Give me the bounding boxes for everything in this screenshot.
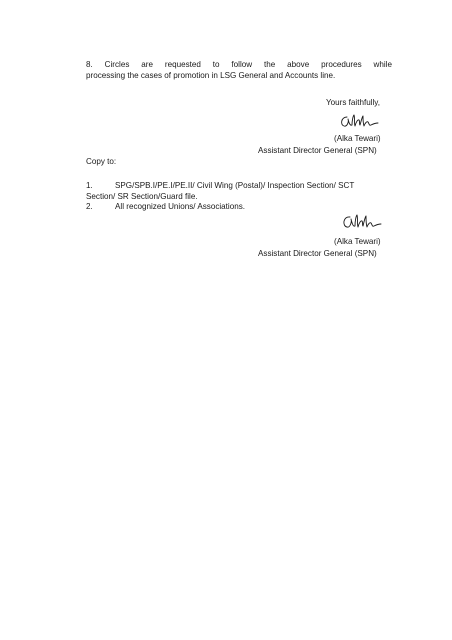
paragraph-word: are — [141, 60, 153, 69]
signature-1-name: (Alka Tewari) — [334, 134, 381, 143]
copy-to-item-2-number: 2. — [86, 202, 93, 211]
paragraph-8-line-2: processing the cases of promotion in LSG General and Accounts line. — [86, 71, 336, 80]
paragraph-word: above — [287, 60, 310, 69]
paragraph-8-line-1 — [86, 60, 392, 70]
copy-to-item-1-line-1: SPG/SPB.I/PE.I/PE.II/ Civil Wing (Postal)/ Inspection Section/ SCT — [115, 181, 355, 190]
signature-2 — [340, 212, 384, 234]
copy-to-item-1-number: 1. — [86, 181, 93, 190]
paragraph-word: the — [264, 60, 276, 69]
signature-1-designation: Assistant Director General (SPN) — [258, 146, 377, 155]
copy-to-heading: Copy to: — [86, 157, 117, 166]
signature-2-designation: Assistant Director General (SPN) — [258, 249, 377, 258]
signature-2-name: (Alka Tewari) — [334, 237, 381, 246]
copy-to-item-1-line-2: Section/ SR Section/Guard file. — [86, 192, 198, 201]
paragraph-word: follow — [231, 60, 253, 69]
paragraph-word: requested — [164, 60, 201, 69]
paragraph-word: to — [212, 60, 220, 69]
signature-1 — [338, 113, 382, 131]
closing-text: Yours faithfully, — [326, 98, 380, 107]
paragraph-word: procedures — [321, 60, 362, 69]
paragraph-word: while — [373, 60, 392, 69]
copy-to-item-2-line-1: All recognized Unions/ Associations. — [115, 202, 246, 211]
paragraph-number: 8. — [86, 60, 93, 69]
paragraph-word: Circles — [104, 60, 130, 69]
